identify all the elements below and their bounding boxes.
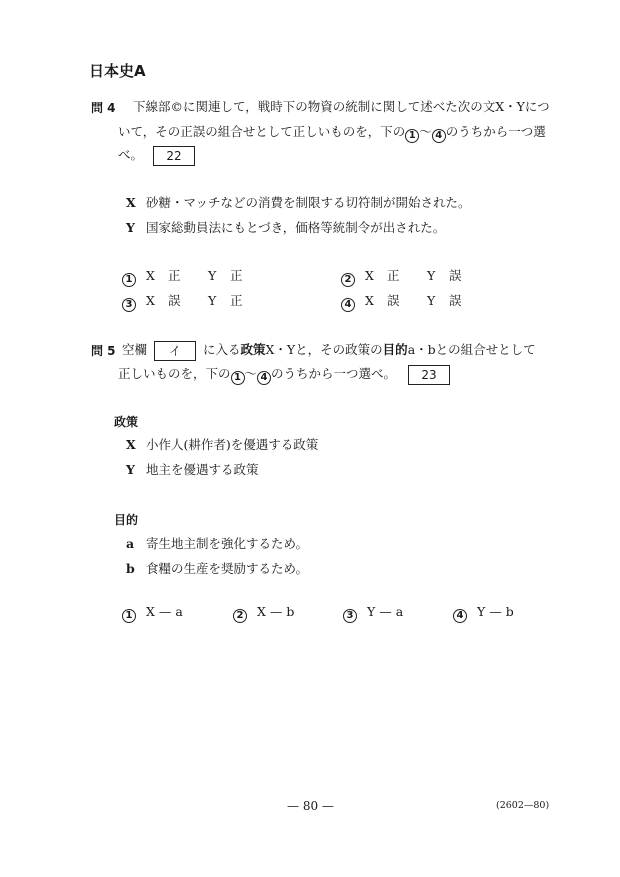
stmt-y-label: Y xyxy=(126,220,135,235)
policy-y-text: 地主を優遇する政策 xyxy=(146,462,259,477)
option-x-value: 誤 xyxy=(168,293,181,308)
option-y: Y xyxy=(208,268,217,283)
choice-4-icon: 4 xyxy=(432,129,446,143)
purpose-heading: 目的 xyxy=(114,513,139,527)
q5-line1-b: に入る xyxy=(202,342,241,357)
q4-option-4[interactable] xyxy=(341,291,462,312)
option-text: X — a xyxy=(146,604,183,619)
policy-x-label: X xyxy=(126,437,136,452)
choice-1-icon: 1 xyxy=(231,371,245,385)
option-x: X xyxy=(146,268,155,283)
policy-y-label: Y xyxy=(126,462,135,477)
choice-3-icon: 3 xyxy=(343,609,357,623)
q4-line2-a: いて，その正誤の組合せとして正しいものを，下の xyxy=(118,124,406,139)
q5-option-4[interactable] xyxy=(453,604,514,623)
q5-line2-c: のうちから一つ選べ。 xyxy=(271,366,397,381)
option-text: Y — a xyxy=(367,604,404,619)
q5-option-3[interactable] xyxy=(343,604,403,623)
option-y: Y xyxy=(427,293,436,308)
q5-label: 問 5 xyxy=(91,344,116,358)
option-y-value: 誤 xyxy=(449,268,462,283)
option-x: X xyxy=(365,268,374,283)
stmt-x-label: X xyxy=(126,195,136,210)
subject-title: 日本史A xyxy=(89,62,146,80)
q5-option-2[interactable] xyxy=(233,604,294,623)
q4-option-3[interactable] xyxy=(122,291,243,312)
purpose-b xyxy=(126,559,308,577)
choice-2-icon: 2 xyxy=(341,273,355,287)
choice-1-icon: 1 xyxy=(122,273,136,287)
q4-line3 xyxy=(118,145,195,166)
choice-1-icon: 1 xyxy=(122,609,136,623)
option-text: Y — b xyxy=(477,604,514,619)
page-number: — 80 — xyxy=(287,799,334,813)
q5-line1 xyxy=(122,340,536,361)
q4-line2-c: のうちから一つ選 xyxy=(445,124,546,139)
purpose-b-label: b xyxy=(126,561,135,576)
option-x-value: 正 xyxy=(168,268,181,283)
option-y-value: 正 xyxy=(230,293,243,308)
blank-box-i[interactable]: イ xyxy=(154,341,196,361)
q5-line1-a: 空欄 xyxy=(122,342,148,357)
q5-purpose-term: 目的 xyxy=(382,342,408,357)
q4-option-1[interactable] xyxy=(122,266,243,287)
option-x-value: 誤 xyxy=(387,293,400,308)
purpose-b-text: 食糧の生産を奨励するため。 xyxy=(146,561,309,576)
option-x-value: 正 xyxy=(387,268,400,283)
q5-line1-c: X・Yと，その政策の xyxy=(265,342,383,357)
q4-option-2[interactable] xyxy=(341,266,462,287)
q4-line3-text: べ。 xyxy=(118,147,144,162)
q4-line1: 下線部©に関連して，戦時下の物資の統制に関して述べた次の文X・Yにつ xyxy=(133,99,550,114)
stmt-x-text: 砂糖・マッチなどの消費を制限する切符制が開始された。 xyxy=(146,195,471,210)
policy-y xyxy=(126,460,259,478)
option-y-value: 正 xyxy=(230,268,243,283)
choice-3-icon: 3 xyxy=(122,298,136,312)
q4-label: 問 4 xyxy=(91,101,116,115)
option-y: Y xyxy=(427,268,436,283)
option-y: Y xyxy=(208,293,217,308)
q4-statement-x xyxy=(126,193,471,211)
purpose-a-text: 寄生地主制を強化するため。 xyxy=(146,536,309,551)
choice-4-icon: 4 xyxy=(341,298,355,312)
choice-4-icon: 4 xyxy=(257,371,271,385)
policy-x-text: 小作人(耕作者)を優遇する政策 xyxy=(146,437,319,452)
exam-code: (2602—80) xyxy=(496,800,550,811)
q5-line2 xyxy=(118,364,450,385)
stmt-y-text: 国家総動員法にもとづき，価格等統制令が出された。 xyxy=(146,220,446,235)
q5-policy-term: 政策 xyxy=(240,342,266,357)
option-y-value: 誤 xyxy=(449,293,462,308)
answer-box-23[interactable]: 23 xyxy=(408,365,450,385)
choice-2-icon: 2 xyxy=(233,609,247,623)
purpose-a-label: a xyxy=(126,536,135,551)
q5-option-1[interactable] xyxy=(122,604,183,623)
q4-statement-y xyxy=(126,218,445,236)
choice-4-icon: 4 xyxy=(453,609,467,623)
q5-line2-a: 正しいものを，下の xyxy=(118,366,231,381)
policy-heading: 政策 xyxy=(114,415,139,429)
option-text: X — b xyxy=(257,604,295,619)
choice-1-icon: 1 xyxy=(405,129,419,143)
purpose-a xyxy=(126,534,308,552)
option-x: X xyxy=(146,293,155,308)
answer-box-22[interactable]: 22 xyxy=(153,146,195,166)
q4-line2 xyxy=(118,122,546,143)
q4-tilde: 〜 xyxy=(419,124,432,139)
q5-tilde: 〜 xyxy=(244,366,258,381)
policy-x xyxy=(126,435,318,453)
q5-line1-d: a・bとの組合せとして xyxy=(407,342,536,357)
option-x: X xyxy=(365,293,374,308)
